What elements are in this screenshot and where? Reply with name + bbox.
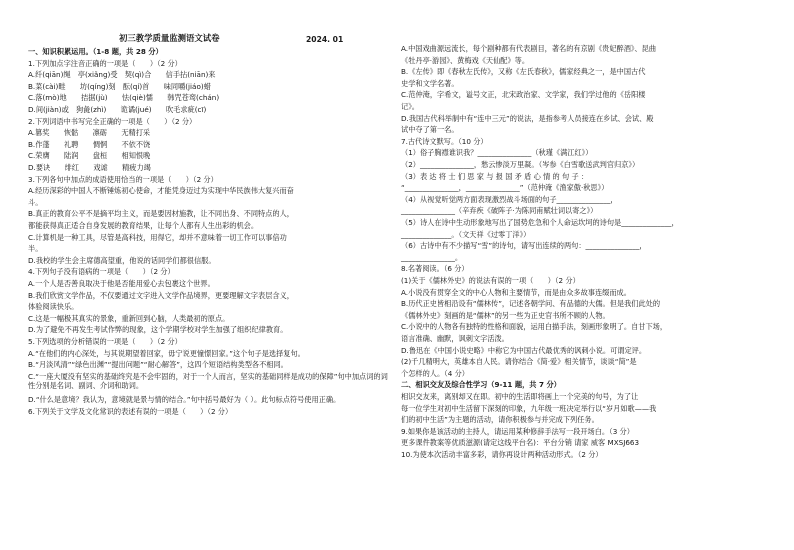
left-text-line: 一、知识积累运用。（1-8 题，共 28 分）	[28, 47, 163, 56]
right-text-line: _______________。	[401, 252, 463, 262]
right-text-line: 试中夺了第一名。	[401, 125, 459, 135]
right-text-line: 个怎样的人。（4 分）	[401, 368, 469, 378]
right-text-line: D.鲁迅在《中国小说史略》中称它为中国古代最优秀的讽刺小说。可谓定评。	[401, 345, 647, 355]
left-text-line: A.经历深彩的中国人不断锤炼初心使命，才能凭身迈过为实现中华民族伟大复兴而奋	[28, 186, 294, 196]
right-text-line: 8.名著阅读。（6 分）	[401, 264, 469, 274]
right-text-line: C.范仲淹，字希文，谥号文正，北宋政治家、文学家，我们学过他的《岳阳楼	[401, 90, 646, 100]
left-text-line: C.计算机是一种工具，尽管是高科技，用得它，却并不意味着一切工作可以事倍功	[28, 232, 287, 242]
left-text-line: B.我们欣赏文学作品，不仅要通过文字进入文学作品境界，更要理解文字表层含义，	[28, 290, 294, 300]
left-text-line: A.“在他们的内心深处，与其说期望着回家，毋宁说更憧憬回家。”这个句子是选择复句。	[28, 348, 305, 358]
left-text-line: A.纤(qiān)绳 亭(xiǎng)受 契(qì)合 信手拈(niān)来	[28, 70, 216, 80]
left-text-line: 3.下列各句中加点的成语使用恰当的一项是（ ）（2 分）	[28, 174, 218, 184]
right-text-line: （3）表 达 将 士 们 思 家 与 报 国 矛 盾 心 情 的 句 子 ：	[401, 171, 589, 181]
right-text-line: （5）诗人在诗中生动形象地写出了国势危急和个人命运坎坷的诗句是______________，	[401, 218, 679, 227]
right-text-line: ______________。（文天祥《过零丁洋》）	[401, 229, 531, 239]
right-text-line: 相识交友来，离别却又在即。初中的生活即将画上一个完美的句号，为了让	[401, 392, 639, 401]
right-text-line: （2）_______________，愁云惨淡万里凝。（岑参《白雪歌送武判官归京》）	[401, 160, 640, 169]
left-text-line: 体验阅读快乐。	[28, 302, 79, 312]
right-text-line: C.小说中的人物各有独特的性格和面貌，运用白描手法，刻画形象明了。自甘下场，	[401, 322, 668, 332]
left-text-line: 半。	[28, 244, 43, 254]
right-text-line: A.小说没有贯穿全文的中心人物和主要情节，而是由众多故事连缀而成。	[401, 287, 631, 297]
left-column	[28, 0, 398, 550]
left-text-line: C.落(mò)地 拮据(jù) 怯(qiè)懦 韩咒苍鸾(chán)	[28, 93, 220, 103]
right-text-line: 7.古代诗文默写。（10 分）	[401, 136, 488, 146]
left-text-line: D.要诀 绯红 戏谑 精疲力竭	[28, 163, 151, 172]
right-text-line: (2)千几精明大，英雄本自人民。请你结合《简·爱》相关情节，谈谈“简”是	[401, 357, 637, 367]
right-text-line: 《牡丹亭·游园》、黄梅戏《天仙配》等。	[401, 55, 530, 65]
right-text-line: A.中国戏曲源远流长，每个剧种都有代表剧目，著名的有京剧《贵妃醉酒》、昆曲	[401, 44, 657, 53]
left-text-line: C.这是一幅极其真实的景象，重新回到心脑，人类最初的原点。	[28, 313, 230, 323]
right-text-line: 10.为使本次活动丰富多彩，请你再设计两种活动形式。（2 分）	[401, 450, 603, 459]
right-text-line: 更多课件教案等优质滋源(请定这线平台名)：平台分销 请家 威客 MXSJ663	[401, 438, 640, 448]
left-text-line: D.为了避免不再发生考试作弊的现象，这个学期学校对学生加强了组织纪律教育。	[28, 325, 288, 335]
right-text-line: “_______________，_______________”（范仲淹《渔家傲·秋思》）	[401, 183, 609, 193]
right-text-line: 记》。	[401, 102, 419, 111]
left-text-line: A.一个人是否善良取决于他是否能用爱心去包裹这个世界。	[28, 279, 215, 288]
right-text-line: 二、相识交友及综合性学习（9-11 题，共 7 分）	[401, 380, 561, 390]
right-text-line: （6）古诗中有不少描写“雪”的诗句，请写出连续的两句：_______________，	[401, 241, 647, 251]
left-text-line: 6.下列关于文学及文化常识的表述有误的一项是（ ）（2 分）	[28, 406, 233, 416]
left-text-line: 都能获得真正适合自身发展的教育结果，让每个人都有人生出彩的机会。	[28, 221, 259, 230]
exam-date: 2024. 01	[306, 35, 344, 44]
left-text-line: 4.下列句子没有语病的一项是（ ）（2 分）	[28, 267, 175, 277]
left-text-line: 2.下列词语中书写完全正确的一项是（ ）（2 分）	[28, 116, 197, 126]
left-text-line: A.篡奖 恢骷 凛砺 无精打采	[28, 128, 151, 138]
left-text-line: B.作蓬 礼聘 惆惘 不依不饶	[28, 139, 151, 149]
right-text-line: 史学和文学名著。	[401, 78, 459, 88]
right-text-line: 9.如果你是该活动的主持人，请运用某种修辞手法写一段开场白。（3 分）	[401, 426, 634, 436]
right-text-line: （4）从视觉听觉两方面表现激烈战斗场面的句子_______________，	[401, 194, 618, 204]
left-text-line: B.菜(cài)畦 坊(qíng)刻 酝(qí)首 味同嚼(jiáo)蜡	[28, 81, 211, 91]
left-text-line: 5.下列选项的分析错误的一项是（ ）（2 分）	[28, 337, 182, 346]
right-text-line: 《儒林外史》刻画的是“儒林”的另一些为正史官书所不顾的人物。	[401, 310, 610, 320]
right-text-line: （1）俗子胸襟谁识我？_______________（秋瑾《满江红》）	[401, 148, 593, 158]
left-text-line: D.“什么是意境？我认为，意境就是景与情的结合。”句中括号最好为（ ）。此句标点符号使用正确。	[28, 395, 341, 404]
left-text-line: 1.下列加点字注音正确的一项是（ ）（2 分）	[28, 58, 182, 68]
exam-title: 初三教学质量监测语文试卷	[119, 33, 220, 43]
right-text-line: 语言准确、幽默，讽刺文字活泼。	[401, 334, 509, 343]
right-text-line: B.历代正史皆相沿设有“儒林传”，记述各朝学问、有品德的大儒。但是我们此处的	[401, 299, 661, 309]
left-text-line: D.间(jiàn)或 狗彘(zhì) 诡谲(jué) 吹毛求疵(cī)	[28, 105, 207, 114]
right-text-line: (1)关于《儒林外史》的说法有误的一项（ ）（2 分）	[401, 276, 580, 285]
right-column	[401, 0, 771, 550]
left-text-line: C.荣膺 陆润 盘桓 相知恨晚	[28, 151, 151, 161]
left-text-line: 斗。	[28, 197, 43, 207]
right-text-line: B.《左传》即《春秋左氏传》，又称《左氏春秋》，儒家经典之一，是中国古代	[401, 67, 646, 77]
right-text-line: 每一位学生对初中生活留下深刻的印象，九年级一班决定举行以“岁月如歌——我	[401, 403, 657, 413]
left-text-line: B.“月淡风清”“绿色出渊”“提出问题”“耐心解答”，这四个短语结构类型各不相同。	[28, 360, 288, 370]
right-text-line: 们的初中生活”为主题的活动，请你积极参与并完成下列任务。	[401, 415, 599, 425]
right-text-line: D.我国古代科举制中有“连中三元”的说法，是指参考人员接连在乡试、会试、殿	[401, 113, 654, 123]
left-text-line: D.我校的学生会主席德高望重，他说的话同学们都很信服。	[28, 255, 216, 265]
left-text-line: C.“一座大厦没有坚实的基础终究是不会牢固的，对于一个人而言，坚实的基础同样是成功的保障”句中加点词的词性分别是名词、副词、介词和助词。	[28, 371, 388, 390]
right-text-line: _______________（辛弃疾《破阵子·为陈同甫赋壮词以寄之》）	[401, 206, 598, 216]
left-text-line: B.真正的教育公平不是摘平均主义，而是要因材施教，让不同出身、不同特点的人，	[28, 209, 294, 219]
